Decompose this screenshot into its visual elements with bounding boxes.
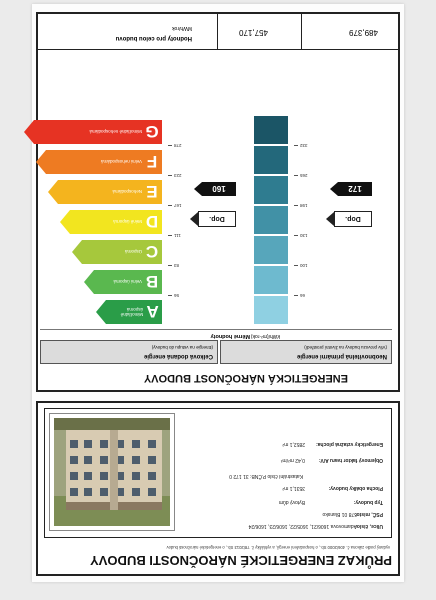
class-letter: G: [145, 122, 159, 142]
primary-scale-segment: [254, 116, 288, 144]
field-value: Adamovova 1606/21, 1605/22, 1606/23, 1606/24: [248, 523, 357, 529]
delivered-reference-marker: [190, 212, 236, 226]
unit-value: kWh/(m²·rok): [250, 333, 280, 339]
class-bar-a: [96, 300, 162, 324]
primary-column-note: (Vliv provozu budovy na životní prostředí): [304, 345, 387, 350]
primary-total: 489,379: [349, 28, 378, 37]
class-letter: D: [145, 212, 159, 232]
class-description: Mimořádně úsporná: [120, 307, 144, 317]
class-bar-d: [60, 210, 162, 234]
class-letter: E: [146, 182, 158, 202]
certificate-page: [32, 4, 404, 582]
delivered-column-note: (Energie na vstupu do budovy): [151, 345, 213, 350]
field-label: Typ budovy:: [353, 499, 383, 505]
delivered-tick-label: 111: [168, 233, 192, 238]
field-label: Objemový faktor tvaru A/V:: [319, 457, 383, 463]
marker-value: 160: [202, 182, 236, 196]
marker-value: 172: [338, 182, 372, 196]
class-description: Úsporná: [124, 249, 142, 255]
field-label: PSČ, místo:: [354, 511, 383, 517]
building-info-box: [44, 408, 392, 538]
primary-scale-segment: [254, 236, 288, 264]
delivered-value-marker: [194, 182, 236, 196]
class-description: Mimořádně nehospodárná: [89, 129, 142, 135]
primary-reference-marker: [326, 212, 372, 226]
delivered-tick-label: 278: [168, 143, 192, 148]
primary-tick-label: 66: [294, 293, 318, 298]
rating-title: ENERGETICKÁ NÁROČNOST BUDOVY: [143, 372, 348, 384]
class-description: Méně úsporná: [113, 219, 142, 225]
class-description: Velmi úsporná: [113, 279, 142, 285]
field-value: 678 01 Blansko: [322, 511, 357, 517]
totals-row: [38, 13, 398, 50]
delivered-tick-label: 83: [168, 263, 192, 268]
primary-tick-label: 100: [294, 263, 318, 268]
field-value: 3531,1 m²: [282, 485, 305, 491]
delivered-tick-label: 167: [168, 203, 192, 208]
column-header-delivered: [40, 340, 218, 364]
unit-label: Měrné hodnoty: [210, 333, 250, 339]
primary-column-title: Neobnovitelná primární energie: [296, 353, 387, 359]
certificate-subtitle: vydaný podle zákona č. 406/2000 Sb., o hospodaření energií, a vyhlášky č. 78/2013 Sb., o energetické náročnosti budov: [166, 545, 390, 550]
certificate-title: PRŮKAZ ENERGETICKÉ NÁROČNOSTI BUDOVY: [90, 553, 392, 568]
field-label: Energeticky vztažná plocha:: [316, 441, 383, 447]
column-header-primary: [220, 340, 392, 364]
totals-unit: MWh/rok: [172, 25, 192, 31]
primary-tick-label: 198: [294, 203, 318, 208]
totals-label: Hodnoty pro celou budovu: [115, 35, 192, 41]
primary-tick-label: 265: [294, 173, 318, 178]
class-letter: B: [145, 272, 159, 292]
primary-scale-segment: [254, 206, 288, 234]
primary-scale-segment: [254, 176, 288, 204]
field-value: 0,42 m²/m³: [280, 457, 305, 463]
energy-rating-box: [36, 12, 400, 392]
delivered-tick-label: 56: [168, 293, 192, 298]
class-bar-c: [72, 240, 162, 264]
class-description: Nehospodárná: [112, 189, 142, 195]
delivered-tick-label: 223: [168, 173, 192, 178]
reference-label: Dop.: [345, 215, 361, 223]
class-letter: F: [146, 152, 158, 172]
primary-tick-label: 332: [294, 143, 318, 148]
field-value: Bytový dům: [278, 499, 305, 505]
primary-scale-segment: [254, 266, 288, 294]
cadastre-text: Katastrální číslo P.ČNB: 31 172 0: [229, 473, 303, 479]
class-description: Velmi nehospodárná: [100, 159, 142, 165]
class-letter: C: [145, 242, 159, 262]
field-value: 2852,1 m²: [282, 441, 305, 447]
class-bar-g: [24, 120, 162, 144]
field-label: Plocha obálky budovy:: [328, 485, 383, 491]
primary-tick-label: 130: [294, 233, 318, 238]
rating-scale-area: [40, 58, 392, 328]
unit-row: [40, 329, 392, 340]
primary-scale-segment: [254, 146, 288, 174]
class-bar-b: [84, 270, 162, 294]
class-bar-f: [36, 150, 162, 174]
class-letter: A: [146, 302, 159, 322]
delivered-column-title: Celková dodaná energie: [143, 353, 213, 359]
primary-scale-segment: [254, 296, 288, 324]
class-bar-e: [48, 180, 162, 204]
primary-value-marker: [330, 182, 372, 196]
reference-label: Dop.: [209, 215, 225, 223]
delivered-total: 457,170: [239, 28, 268, 37]
building-photo: [49, 413, 175, 531]
field-label: Ulice, číslo:: [355, 523, 383, 529]
certificate-header: [36, 401, 400, 576]
